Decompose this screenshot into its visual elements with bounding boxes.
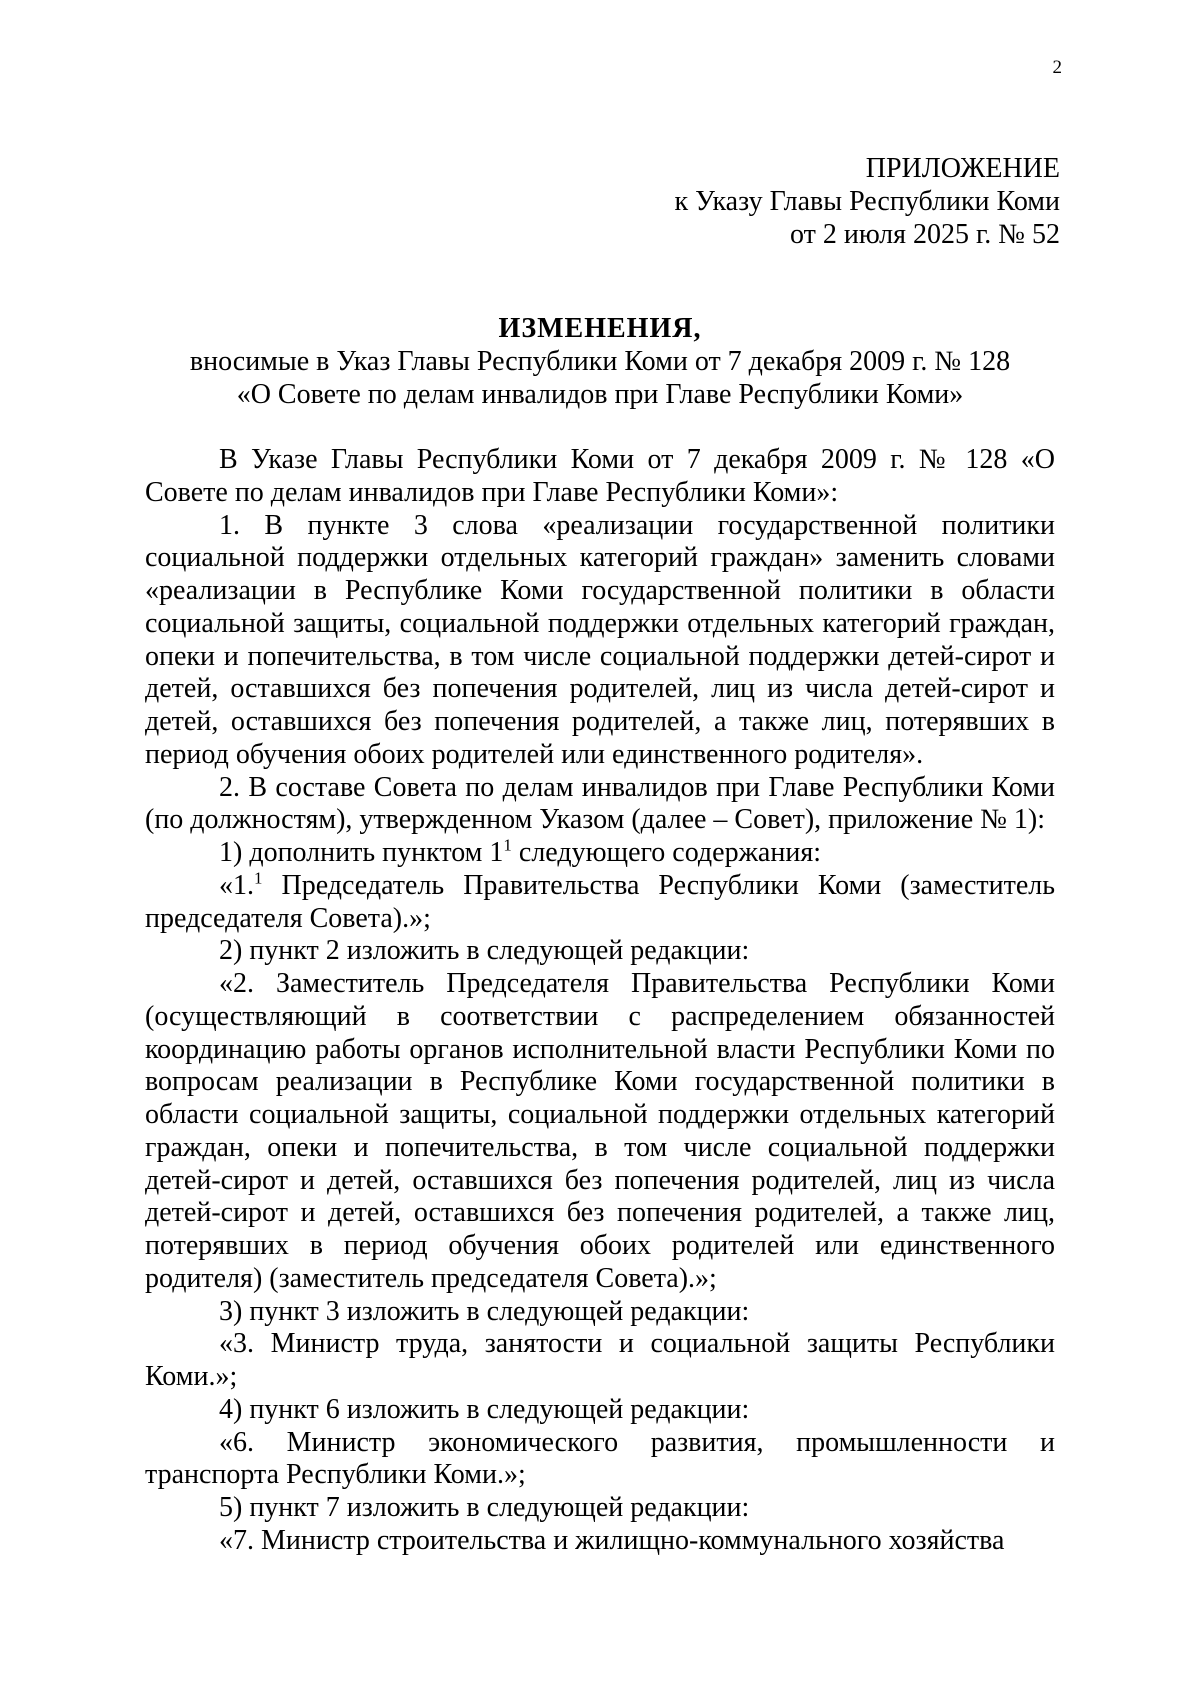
quote-1-text: Председатель Правительства Республики Коми (заместитель председателя Совета).»; [145, 869, 1055, 934]
subitem-4-paragraph: 4) пункт 6 изложить в следующей редакции: [219, 1393, 750, 1425]
intro-paragraph: В Указе Главы Республики Коми от 7 декабря 2009 г. № 128 «О Совете по делам инвалидов при Главе Республики Коми»: [145, 444, 1055, 508]
superscript: 1 [503, 835, 512, 855]
superscript: 1 [254, 868, 263, 888]
subitem-3-paragraph: 3) пункт 3 изложить в следующей редакции: [219, 1295, 750, 1327]
title-subtitle-line1: вносимые в Указ Главы Республики Коми от 7 декабря 2009 г. № 128 [189, 346, 1011, 377]
quote-4-paragraph: «6. Министр экономического развития, промышленности и транспорта Республики Коми.»; [145, 1426, 1055, 1491]
document-body [145, 444, 1055, 1558]
appendix-header [675, 152, 1060, 251]
subitem-1-text: 1) дополнить пунктом 1 [219, 837, 504, 868]
quote-2-paragraph: «2. Заместитель Председателя Правительства Республики Коми (осуществляющий в соответствии с распределением обязанностей координацию работы органов исполнительной власти Республики Коми по вопросам реализации в Республике Коми государственной политики в области социальной защиты, социальной поддержки отдельных категорий граждан, опеки и попечительства, в том числе социальной поддержки детей-сирот и детей, оставшихся без попечения родителей, лиц из числа детей-сирот и детей, оставшихся без попечения родителей, а также лиц, потерявших в период обучения обоих родителей или единственного родителя) (заместитель председателя Совета).»; [145, 968, 1055, 1294]
title-heading: ИЗМЕНЕНИЯ, [498, 313, 702, 344]
quote-5-paragraph: «7. Министр строительства и жилищно-коммунального хозяйства [219, 1524, 1005, 1556]
subitem-2-paragraph: 2) пункт 2 изложить в следующей редакции: [219, 935, 750, 967]
subitem-1-text-end: следующего содержания: [511, 837, 821, 868]
appendix-label: ПРИЛОЖЕНИЕ [865, 153, 1060, 184]
item-1-paragraph: 1. В пункте 3 слова «реализации государственной политики социальной поддержки отдельных категорий граждан» заменить словами «реализации в Республике Коми государственной политики в области социальной защиты, социальной поддержки отдельных категорий граждан, опеки и попечительства, в том числе социальной поддержки детей-сирот и детей, оставшихся без попечения родителей, лиц из числа детей-сирот и детей, оставшихся без попечения родителей, а также лиц, потерявших в период обучения обоих родителей или единственного родителя». [145, 509, 1055, 770]
document-title [145, 312, 1055, 411]
appendix-decree-date: от 2 июля 2025 г. № 52 [790, 219, 1060, 250]
item-2-paragraph: 2. В составе Совета по делам инвалидов при Главе Республики Коми (по должностям), утвержденном Указом (далее – Совет), приложение № 1): [145, 771, 1055, 836]
subitem-1-paragraph [145, 837, 1055, 870]
page-number: 2 [1052, 57, 1062, 78]
appendix-decree-ref: к Указу Главы Республики Коми [674, 186, 1060, 217]
title-subtitle-line2: «О Совете по делам инвалидов при Главе Республики Коми» [236, 379, 964, 410]
quote-3-paragraph: «3. Министр труда, занятости и социальной защиты Республики Коми.»; [145, 1328, 1055, 1392]
quote-1-number: «1. [219, 869, 254, 901]
subitem-5-paragraph: 5) пункт 7 изложить в следующей редакции: [219, 1492, 750, 1523]
quote-1-paragraph [145, 870, 1055, 936]
